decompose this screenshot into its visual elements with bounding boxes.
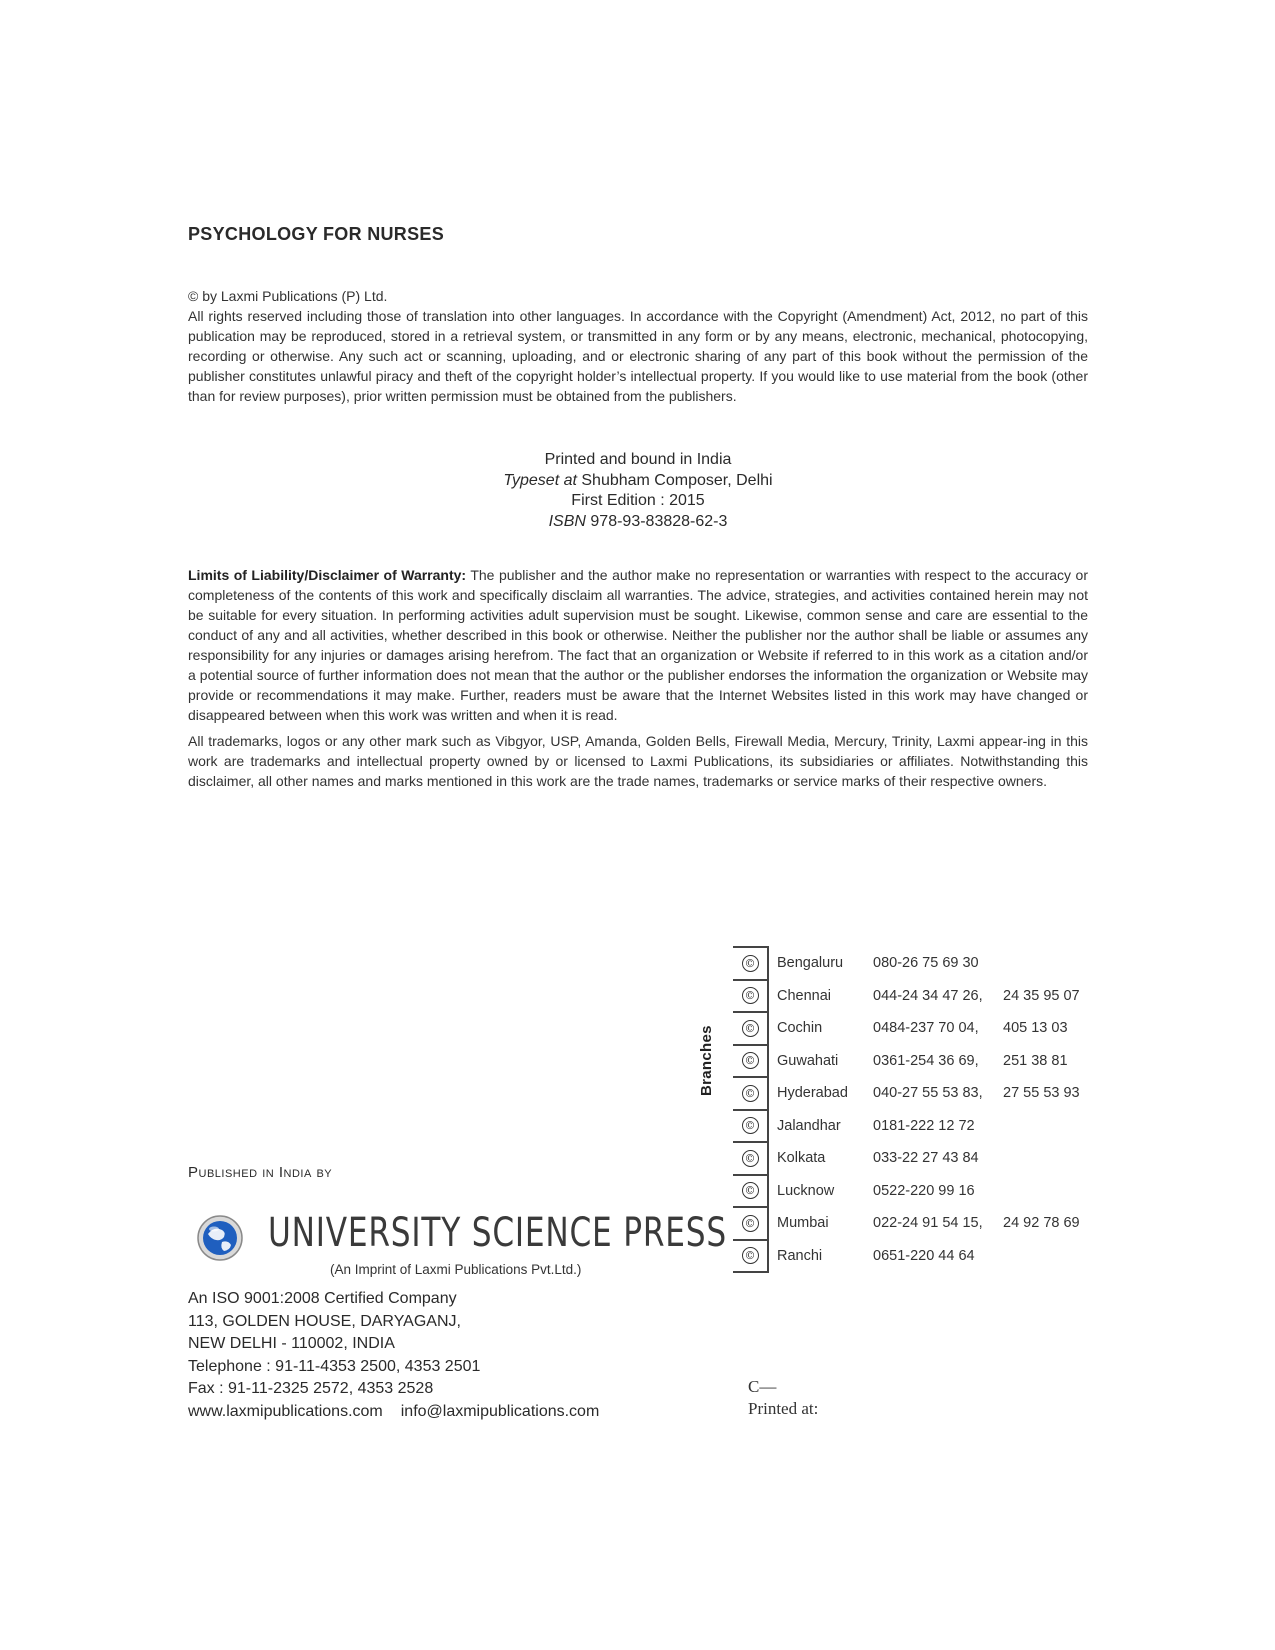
isbn-value: 978-93-83828-62-3 <box>585 512 728 530</box>
press-name: UNIVERSITY SCIENCE PRESS <box>268 1210 727 1256</box>
isbn-label: ISBN <box>548 512 586 530</box>
phone-icon-cell <box>733 1142 768 1175</box>
published-by-label: Published in India by <box>188 1164 333 1181</box>
branch-phone-secondary: 24 92 78 69 <box>1003 1215 1080 1232</box>
address-block <box>188 1288 599 1423</box>
branch-city: Cochin <box>777 1020 823 1037</box>
disclaimer-paragraph <box>188 565 1088 725</box>
typeset-value: Shubham Composer, Delhi <box>576 471 773 489</box>
phone-icon: © <box>742 1052 759 1069</box>
branch-phone-primary: 080-26 75 69 30 <box>873 955 979 972</box>
address-line-2: NEW DELHI - 110002, INDIA <box>188 1335 395 1352</box>
branch-city: Ranchi <box>777 1247 823 1264</box>
branch-row <box>733 1240 1093 1273</box>
phone-icon-cell <box>733 1207 768 1240</box>
phone-icon: © <box>742 1182 759 1199</box>
branch-city: Lucknow <box>777 1182 835 1199</box>
branch-phone-primary: 033-22 27 43 84 <box>873 1150 979 1167</box>
branch-row <box>733 947 1093 980</box>
email-link[interactable]: info@laxmipublications.com <box>400 1402 600 1420</box>
branch-city: Bengaluru <box>777 955 844 972</box>
branch-row <box>733 1110 1093 1143</box>
branch-phone-secondary <box>1003 1175 1093 1208</box>
phone-icon-cell <box>733 1175 768 1208</box>
branch-row <box>733 1175 1093 1208</box>
printed-at-label: Printed at: <box>748 1399 819 1418</box>
branch-row <box>733 1207 1093 1240</box>
print-info <box>188 450 1088 532</box>
phone-icon-cell <box>733 1077 768 1110</box>
page-title: PSYCHOLOGY FOR NURSES <box>188 224 445 244</box>
phone-icon: © <box>742 1150 759 1167</box>
typeset-label: Typeset at <box>503 471 577 489</box>
branch-phone-primary: 0361-254 36 69, <box>873 1052 979 1069</box>
isbn-line <box>188 512 1088 533</box>
branch-city: Jalandhar <box>777 1117 841 1134</box>
branch-city: Chennai <box>777 987 832 1004</box>
rights-text: All rights reserved including those of translation into other languages. In accordance with the Copyright (Amendment) Act, 2012, no part of this publication may be reproduced, stored in a retrieval system, or transmitted in any form or by any means, electronic, mechanical, photocopying, recording or otherwise. Any such act or scanning, uploading, and or electronic sharing of any part of this book without the permission of the publisher constitutes unlawful piracy and theft of the copyright holder’s intellectual property. If you would like to use material from the book (other than for review purposes), prior written permission must be obtained from the publishers. <box>188 308 1088 404</box>
branch-phone-secondary: 24 35 95 07 <box>1003 987 1080 1004</box>
branch-phone-secondary: 27 55 53 93 <box>1003 1085 1080 1102</box>
phone-icon: © <box>742 1247 759 1264</box>
fax-line: Fax : 91-11-2325 2572, 4353 2528 <box>188 1380 434 1397</box>
branch-row <box>733 980 1093 1013</box>
branch-phone-primary: 040-27 55 53 83, <box>873 1085 983 1102</box>
branch-phone-secondary: 251 38 81 <box>1003 1052 1068 1069</box>
phone-icon: © <box>742 955 759 972</box>
branch-phone-primary: 0484-237 70 04, <box>873 1020 979 1037</box>
branch-phone-primary: 0181-222 12 72 <box>873 1117 975 1134</box>
phone-icon: © <box>742 987 759 1004</box>
disclaimer-block <box>188 565 1088 797</box>
branch-phone-primary: 0522-220 99 16 <box>873 1182 975 1199</box>
printed-at <box>748 1376 818 1420</box>
phone-icon-cell <box>733 1110 768 1143</box>
phone-icon: © <box>742 1117 759 1134</box>
printed-at-code: C— <box>748 1377 777 1396</box>
branches-table <box>733 946 1093 1273</box>
branch-phone-secondary: 405 13 03 <box>1003 1020 1068 1037</box>
phone-icon-cell <box>733 1240 768 1273</box>
copyright-block <box>188 286 1088 406</box>
branch-phone-secondary <box>1003 1142 1093 1175</box>
branches-label: Branches <box>698 1025 715 1096</box>
phone-icon: © <box>742 1215 759 1232</box>
branch-row <box>733 1045 1093 1078</box>
web-line <box>188 1401 599 1424</box>
edition-line: First Edition : 2015 <box>571 492 705 509</box>
copyright-owner: © by Laxmi Publications (P) Ltd. <box>188 288 388 304</box>
phone-icon-cell <box>733 1012 768 1045</box>
address-line-1: 113, GOLDEN HOUSE, DARYAGANJ, <box>188 1312 461 1330</box>
branch-phone-primary: 0651-220 44 64 <box>873 1247 975 1264</box>
branch-phone-secondary <box>1003 1110 1093 1143</box>
branch-city: Guwahati <box>777 1052 839 1069</box>
trademarks-paragraph: All trademarks, logos or any other mark such as Vibgyor, USP, Amanda, Golden Bells, Firewall Media, Mercury, Trinity, Laxmi appear-ing in this work are trademarks and intellectual property owned by or licensed to Laxmi Publications, its subsidiaries or affiliates. Notwithstanding this disclaimer, all other names and marks mentioned in this work are the trade names, trademarks or service marks of their respective owners. <box>188 733 1088 789</box>
branch-phone-primary: 022-24 91 54 15, <box>873 1215 983 1232</box>
branch-phone-secondary <box>1003 947 1093 980</box>
branch-row <box>733 1142 1093 1175</box>
phone-icon: © <box>742 1020 759 1037</box>
branch-phone-primary: 044-24 34 47 26, <box>873 987 983 1004</box>
telephone-line: Telephone : 91-11-4353 2500, 4353 2501 <box>188 1357 481 1375</box>
typeset-line <box>188 471 1088 492</box>
globe-logo-icon <box>196 1214 244 1262</box>
press-imprint: (An Imprint of Laxmi Publications Pvt.Ltd.) <box>330 1262 582 1277</box>
printed-line: Printed and bound in India <box>544 451 732 468</box>
disclaimer-heading: Limits of Liability/Disclaimer of Warranty: <box>188 567 467 583</box>
branch-phone-secondary <box>1003 1240 1093 1273</box>
branch-city: Mumbai <box>777 1215 829 1232</box>
branch-row <box>733 1012 1093 1045</box>
branch-city: Hyderabad <box>777 1085 848 1102</box>
branch-row <box>733 1077 1093 1110</box>
disclaimer-body: The publisher and the author make no representation or warranties with respect to the accuracy or completeness of the contents of this work and specifically disclaim all warranties. The advice, strategies, and activities contained herein may not be suitable for every situation. In performing activities adult supervision must be sought. Likewise, common sense and care are essential to the conduct of any and all activities, whether described in this book or otherwise. Neither the publisher nor the author shall be liable or assumes any responsibility for any injuries or damages arising herefrom. The fact that an organization or Website if referred to in this work as a citation and/or a potential source of further information does not mean that the author or the publisher endorses the information the organization or Website may provide or recommendations it may make. Further, readers must be aware that the Internet Websites listed in this work may have changed or disappeared between when this work was written and when it is read. <box>188 567 1088 723</box>
phone-icon-cell <box>733 980 768 1013</box>
phone-icon: © <box>742 1085 759 1102</box>
phone-icon-cell <box>733 1045 768 1078</box>
iso-line: An ISO 9001:2008 Certified Company <box>188 1290 457 1307</box>
branch-city: Kolkata <box>777 1150 826 1167</box>
website-link[interactable]: www.laxmipublications.com <box>188 1402 383 1420</box>
phone-icon-cell <box>733 947 768 980</box>
